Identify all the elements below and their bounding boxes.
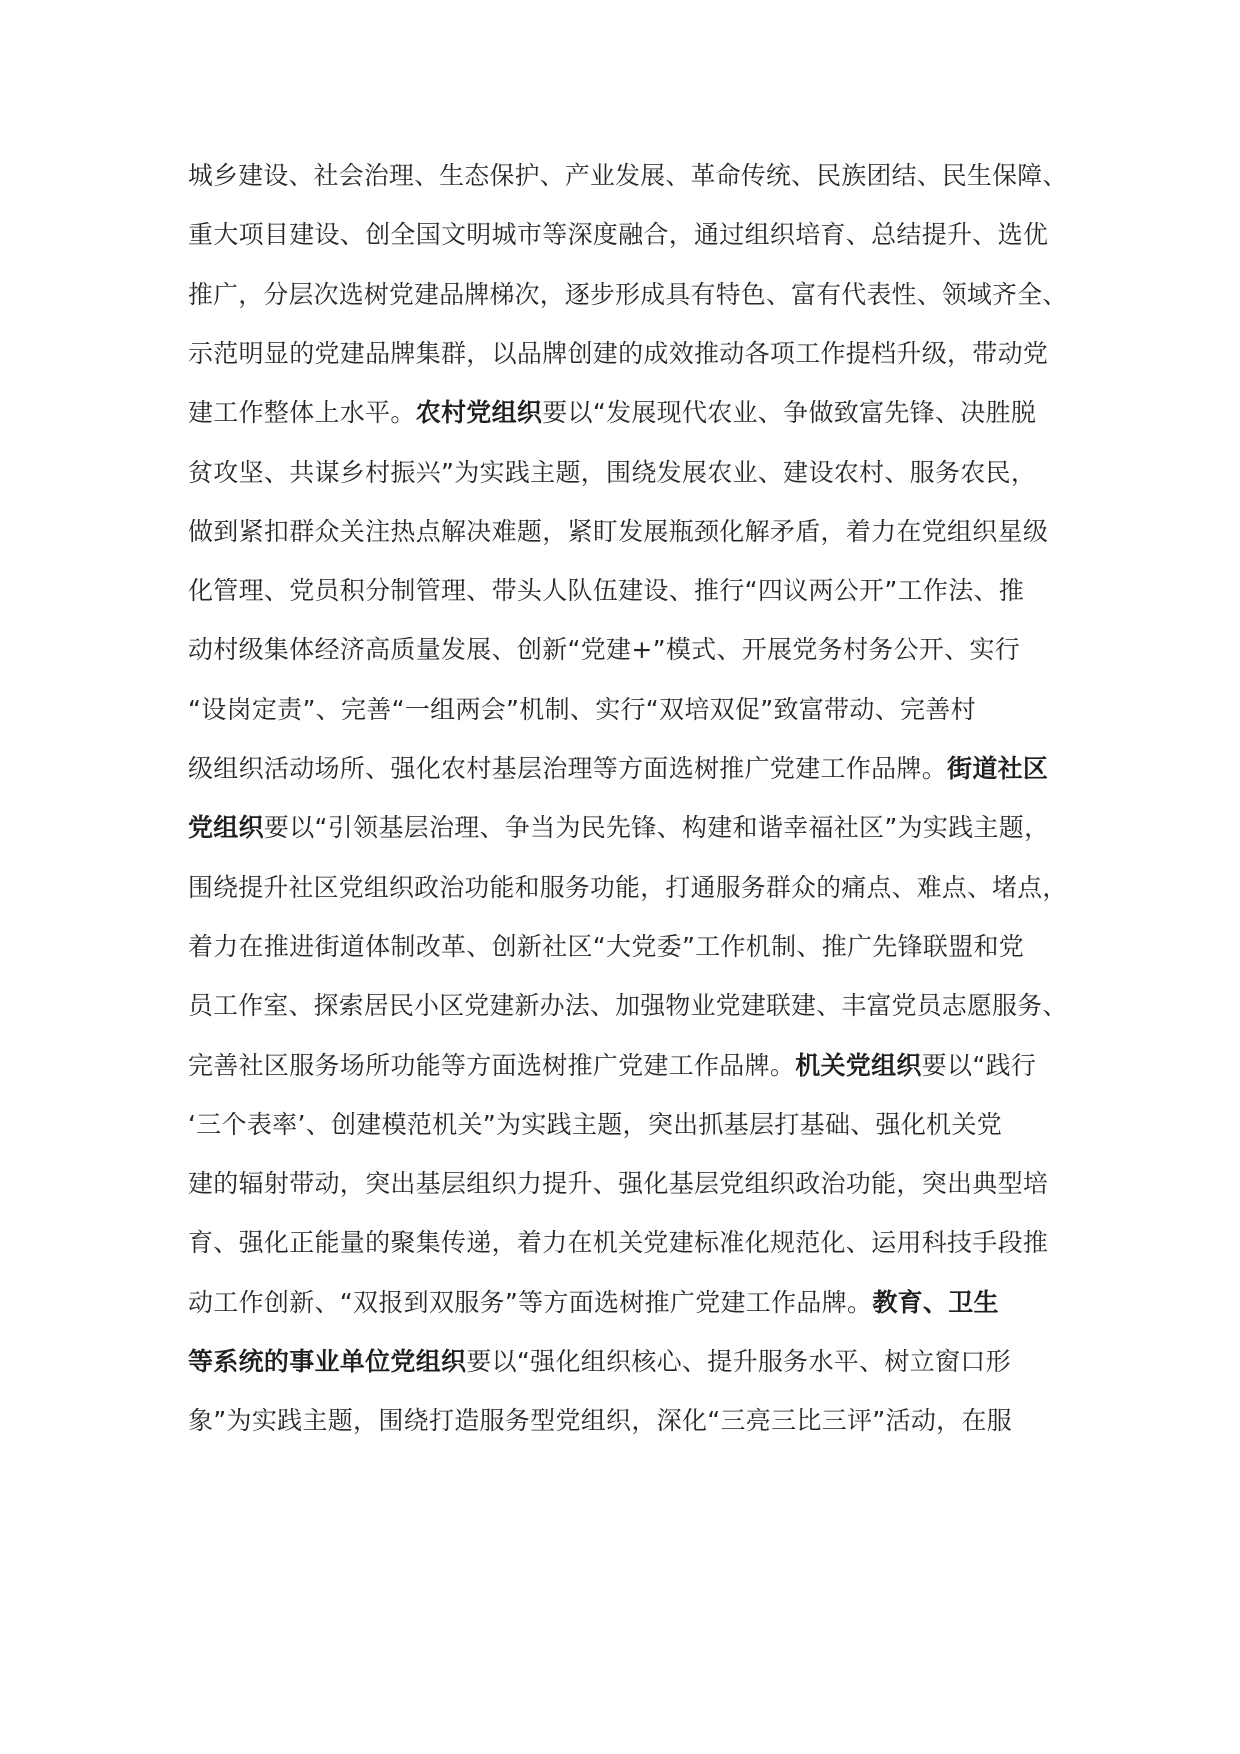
body-text: 着力在推进街道体制改革、创新社区“大党委”工作机制、推广先锋联盟和党 [188,932,1025,961]
body-text: 要以“发展现代农业、争做致富先锋、决胜脱 [542,398,1037,427]
bold-heading-text: 农村党组织 [415,398,543,427]
text-line [188,334,1068,374]
body-text: “设岗定责”、完善“一组两会”机制、实行“双培双促”致富带动、完善村 [188,695,976,724]
body-text: 要以“践行 [921,1051,1037,1080]
text-line [188,1046,1068,1086]
bold-heading-text: 教育、卫生 [872,1288,999,1317]
text-line [188,927,1068,967]
text-line [188,1283,1068,1323]
text-line [188,690,1068,730]
body-text: 育、强化正能量的聚集传递，着力在机关党建标准化规范化、运用科技手段推 [188,1228,1049,1257]
bold-heading-text: 机关党组织 [795,1051,922,1080]
body-text: 动工作创新、“双报到双服务”等方面选树推广党建工作品牌。 [188,1288,873,1317]
text-line [188,1105,1068,1145]
text-line [188,156,1068,196]
text-line [188,808,1068,848]
body-text: 象”为实践主题，围绕打造服务型党组织，深化“三亮三比三评”活动，在服 [188,1406,1013,1435]
body-text: 做到紧扣群众关注热点解决难题，紧盯发展瓶颈化解矛盾，着力在党组织星级 [188,517,1049,546]
body-text: 重大项目建设、创全国文明城市等深度融合，通过组织培育、总结提升、选优 [188,220,1049,249]
body-text: 建的辐射带动，突出基层组织力提升、强化基层党组织政治功能，突出典型培 [188,1169,1049,1198]
body-text: 围绕提升社区党组织政治功能和服务功能，打通服务群众的痛点、难点、堵点， [188,873,1068,902]
body-text: 贫攻坚、共谋乡村振兴”为实践主题，围绕发展农业、建设农村、服务农民， [188,458,1037,487]
text-line [188,868,1068,908]
text-line [188,1223,1068,1263]
text-line [188,393,1068,433]
bold-heading-text: 党组织 [188,813,264,842]
text-line [188,1164,1068,1204]
text-line [188,1401,1068,1441]
text-line [188,1342,1068,1382]
text-line [188,749,1068,789]
body-text: 动村级集体经济高质量发展、创新“党建+”模式、开展党务村务公开、实行 [188,635,1021,664]
text-line [188,512,1068,552]
bold-heading-text: 街道社区 [947,754,1049,783]
body-text: 完善社区服务场所功能等方面选树推广党建工作品牌。 [188,1051,796,1080]
body-text: 要以“引领基层治理、争当为民先锋、构建和谐幸福社区”为实践主题， [263,813,1050,842]
body-text: 化管理、党员积分制管理、带头人队伍建设、推行“四议两公开”工作法、推 [188,576,1025,605]
text-line [188,215,1068,255]
body-text: 建工作整体上水平。 [188,398,416,427]
text-line [188,275,1068,315]
body-text: 级组织活动场所、强化农村基层治理等方面选树推广党建工作品牌。 [188,754,948,783]
body-text: 城乡建设、社会治理、生态保护、产业发展、革命传统、民族团结、民生保障、 [188,161,1068,190]
body-text: ‘三个表率’、创建模范机关”为实践主题，突出抓基层打基础、强化机关党 [188,1110,1003,1139]
text-line [188,986,1068,1026]
body-text: 要以“强化组织核心、提升服务水平、树立窗口形 [466,1347,1011,1376]
bold-heading-text: 等系统的事业单位党组织 [188,1347,467,1376]
body-text: 示范明显的党建品牌集群，以品牌创建的成效推动各项工作提档升级，带动党 [188,339,1049,368]
text-line [188,453,1068,493]
body-text: 推广，分层次选树党建品牌梯次，逐步形成具有特色、富有代表性、领域齐全、 [188,280,1068,309]
body-text: 员工作室、探索居民小区党建新办法、加强物业党建联建、丰富党员志愿服务、 [188,991,1068,1020]
text-line [188,571,1068,611]
text-line [188,630,1068,670]
